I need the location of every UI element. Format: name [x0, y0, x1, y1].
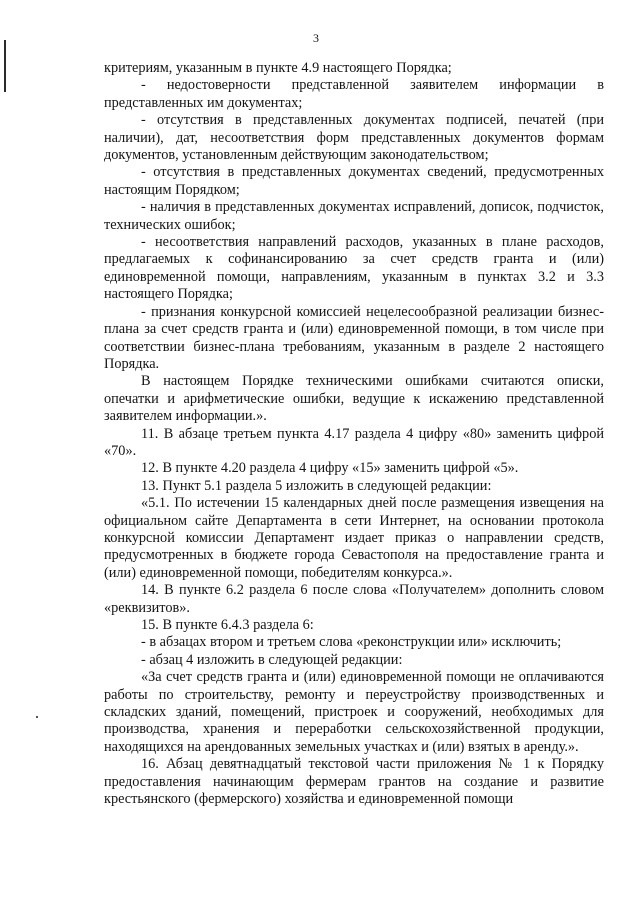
paragraph: 11. В абзаце третьем пункта 4.17 раздела 4 цифру «80» заменить цифрой «70». [104, 425, 604, 459]
paragraph: - отсутствия в представленных документах сведений, предусмотренных настоящим Порядком; [104, 164, 604, 198]
paragraph: критериям, указанным в пункте 4.9 настоящего Порядка; [104, 60, 452, 76]
scan-edge-mark [4, 40, 6, 92]
paragraph: В настоящем Порядке техническими ошибками считаются описки, опечатки и арифметические ошибки, ведущие к искажению представленной заявителем информации.». [104, 373, 604, 425]
paragraph: 15. В пункте 6.4.3 раздела 6: [141, 617, 314, 633]
paragraph: - абзац 4 изложить в следующей редакции: [141, 651, 403, 668]
paragraph: - признания конкурсной комиссией нецелесообразной реализации бизнес-плана за счет средств гранта и (или) единовременной помощи, в том числе при соответствии бизнес-плана требованиям, указанным в разделе 2 настоящего Порядка. [104, 303, 604, 372]
paragraph: - несоответствия направлений расходов, указанных в плане расходов, предлагаемых к софинансированию за счет средств гранта и (или) единовременной помощи, направлениям, указанным в пунктах 3.2 и 3.3 настоящего Порядка; [104, 234, 604, 303]
scan-dot [36, 716, 38, 718]
paragraph: - недостоверности представленной заявителем информации в представленных им документах; [104, 77, 604, 111]
page-number: 3 [313, 31, 319, 45]
paragraph: - наличия в представленных документах исправлений, дописок, подчисток, технических ошибок; [104, 199, 604, 233]
paragraph: 12. В пункте 4.20 раздела 4 цифру «15» заменить цифрой «5». [141, 460, 519, 477]
paragraph: 14. В пункте 6.2 раздела 6 после слова «Получателем» дополнить словом «реквизитов». [104, 582, 604, 616]
paragraph: 16. Абзац девятнадцатый текстовой части приложения № 1 к Порядку предоставления начинающим фермерам грантов на создание и развитие крестьянского (фермерского) хозяйства и единовременной помощи [104, 756, 604, 808]
paragraph: «За счет средств гранта и (или) единовременной помощи не оплачиваются работы по строительству, ремонту и переустройству производственных и складских зданий, помещений, пристроек и сооружений, необходимых для производства, хранения и переработки сельскохозяйственной продукции, находящихся на арендованных земельных участках и (или) взятых в аренду.». [104, 669, 604, 755]
document-body [104, 60, 604, 808]
paragraph: 13. Пункт 5.1 раздела 5 изложить в следующей редакции: [141, 477, 492, 494]
paragraph: «5.1. По истечении 15 календарных дней после размещения извещения на официальном сайте Департамента в сети Интернет, на основании протокола конкурсной комиссии Департамент издает приказ о направлении средств, предусмотренных в бюджете города Севастополя на предоставление гранта и (или) единовременной помощи, победителям конкурса.». [104, 495, 604, 581]
paragraph: - отсутствия в представленных документах подписей, печатей (при наличии), дат, несоответствия форм представленных документов формам документов, установленным действующим законодательством; [104, 112, 604, 164]
paragraph: - в абзацах втором и третьем слова «реконструкции или» исключить; [141, 634, 562, 651]
